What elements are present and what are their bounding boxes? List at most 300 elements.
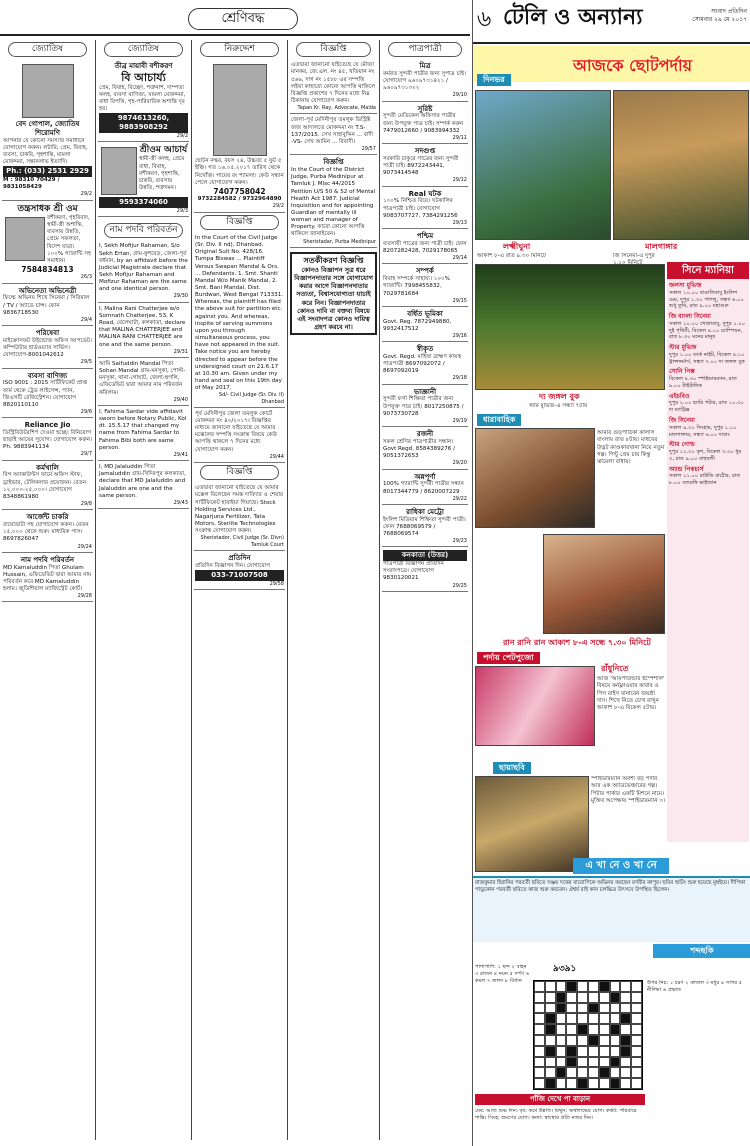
crossword-cell bbox=[534, 1024, 545, 1035]
crossword-cell bbox=[599, 1035, 610, 1046]
ad-ref: 29/18 bbox=[452, 375, 467, 382]
ad-ref: 29/2 bbox=[80, 191, 92, 198]
crossword-cell bbox=[620, 1024, 631, 1035]
crossword-cell bbox=[566, 1003, 577, 1014]
dateline bbox=[692, 8, 747, 25]
classified-ad bbox=[382, 428, 468, 469]
crossword-cell bbox=[577, 1035, 588, 1046]
ad-ref: Sheriotador, Civil Judge (Sr. Divn) Tamluk Court bbox=[200, 535, 284, 548]
crossword-cell bbox=[556, 1035, 567, 1046]
section-heading: বিজ্ঞপ্তি bbox=[200, 215, 279, 230]
ad-title: Reliance Jio bbox=[24, 421, 71, 430]
classified-ad bbox=[2, 60, 93, 200]
section-tag: পর্দায় পেটপুজো bbox=[477, 652, 540, 664]
ad-ref: 26/3 bbox=[80, 274, 92, 281]
crossword-cell bbox=[610, 1024, 621, 1035]
ad-ref: 29/30 bbox=[173, 293, 188, 300]
cooking-story: আজ 'আমপাউন্ডার ইস্পেশাল' বিষয়ে কর্নফ্লাওয়ার কাবাব ও পিস রাইস বানাবেন জয়শ্রী দাস। শিখে নিতে চোখ রাখুন আকাশ ৮-এ বিকেল ৫টায়। bbox=[597, 676, 665, 712]
ad-title: পরিষেবা bbox=[35, 329, 60, 338]
ad-body: MD Kamaluddin পিতা Ghulam Hussain, এফিডেভিট দ্বারা আমার নাম পরিবর্তন করে MD Kamaluddin হলাম। জুডিশিয়াল ম্যাজিস্ট্রেট কোর্ট। bbox=[3, 564, 92, 592]
crossword-grid bbox=[533, 980, 643, 1090]
crossword-cell bbox=[631, 1013, 642, 1024]
ad-title: মিত্র bbox=[419, 62, 431, 71]
crossword-cell bbox=[620, 1013, 631, 1024]
ad-ref: 29/14 bbox=[452, 255, 467, 262]
ad-body: স্বামী-স্ত্রী কলহ, প্রেমে বাধা, বিবাহ, বশীকরণ, গৃহশান্তি, চাকরি, ব্যবসায় উন্নতি, শত্রুদমন। bbox=[139, 156, 185, 191]
ad-phone: M : 98310 70429 / 9831058429 bbox=[3, 177, 60, 191]
ad-body: সকল শ্রেণির পাত্রপাত্রীর সন্ধান। Govt Regd. 8584389276 / 9051372653 bbox=[383, 438, 456, 460]
crossword-cell bbox=[577, 1057, 588, 1068]
ad-body: পাত্রপাত্রী বিজ্ঞাপন প্রতিদিন সংবাদপত্রে। যোগাযোগ 9830120021 bbox=[383, 561, 444, 582]
column-heading: নিরুদ্দেশ bbox=[200, 42, 279, 57]
ad-title: তীব্র মায়াবী বশীকরণ bbox=[114, 62, 173, 71]
crossword-cell bbox=[620, 1057, 631, 1068]
ad-title: বর্ধিত ভূমিকা bbox=[407, 309, 443, 318]
ad-title: বিজ্ঞপ্তি bbox=[323, 158, 344, 167]
channel-schedule: দুপুর ২.০০ হ্যারি পটার, রাত ১০.৩০ দ্য ম্যাট্রিক্স bbox=[669, 400, 744, 414]
tv-listing-panel bbox=[667, 262, 749, 842]
ad-title: রাধিকা মেট্রো bbox=[406, 507, 444, 516]
crossword-cell bbox=[566, 1067, 577, 1078]
crossword-cell bbox=[556, 1003, 567, 1014]
ad-ref: 29/2 bbox=[272, 203, 284, 210]
crossword-cell bbox=[534, 1078, 545, 1089]
classified-ad bbox=[382, 265, 468, 306]
crossword-clues-across: পাশাপাশি: ১ ছন্দ ২ বাহন ৩ রাজন ৪ নয়ন ৫ দর্পণ ৬ কমল ৭ জলদ ৮ বিধান bbox=[475, 964, 530, 984]
ad-body: In the Court of the District Judge, Purba Medinipur at Tamluk J. Misc 44/2015 Petition U/S 50 & 52 of Mental Health Act 1987. Judicial Inquisition and for appointing Guardian of mentally ill woman and manager of Property. কারো কোনো আপত্তি থাকিলে জানাইবেন। bbox=[291, 167, 376, 238]
ad-body: Govt. Regd. মাহিষ্য ব্রাহ্মণ কায়স্থ পাত্রপাত্রী 8697092072 / 8697092019 bbox=[383, 353, 462, 375]
crossword-cell bbox=[534, 1057, 545, 1068]
horoscope-heading: পাঁজি দেখে পা বাড়ান bbox=[475, 1094, 645, 1105]
ad-ref: 29/4 bbox=[80, 316, 92, 323]
crossword-cell bbox=[610, 992, 621, 1003]
classified-ad bbox=[290, 60, 377, 114]
serial-story: আমার গুড়পাঠিকা কালার্স বাংলায় রাত ৮টায়। মাধবের উদ্ভট কাণ্ডকারখানা নিয়ে নতুন গল্প। পিন্টু প্রেম চায় কিন্তু ঝামেলা বাধায়। bbox=[597, 430, 665, 466]
column-heading: বিজ্ঞপ্তি bbox=[296, 42, 371, 57]
crossword-cell bbox=[545, 1067, 556, 1078]
classified-ad bbox=[98, 407, 189, 461]
crossword-cell bbox=[599, 992, 610, 1003]
crossword-cell bbox=[556, 1024, 567, 1035]
ad-body: এতদ্বারা জানানো যাইতেছে যে আমার মক্কেল বিলেছেন সমস্ত দাবিদার ও শেয়ার সার্টিফিকেট হারাইয়া গিয়াছে। Stock Holding Services Ltd., Nagarjuna Fertilizer, Tata Motors, Sterlite Technologies সংক্রান্ত যোগাযোগ করুন। bbox=[195, 485, 284, 535]
ad-phone: 9732284582 / 9732964890 bbox=[197, 196, 282, 203]
ad-ref: 29/19 bbox=[452, 417, 467, 424]
crossword-cell bbox=[534, 1046, 545, 1057]
crossword-cell bbox=[588, 1078, 599, 1089]
ad-body: ১০০% নিশ্চিত বিয়ে। ঘটকালির পাত্রপাত্রী চাই। যোগাযোগ 9083707727, 7384291256 bbox=[383, 198, 458, 219]
ad-ref: 29/11 bbox=[452, 134, 467, 141]
crossword-cell bbox=[599, 1078, 610, 1089]
crossword-cell bbox=[577, 1078, 588, 1089]
crossword-cell bbox=[631, 1035, 642, 1046]
crossword-cell bbox=[577, 1046, 588, 1057]
channel-schedule: সকাল ১০.০০ খোকাবাবু, দুপুর ১.০০ দুই পৃথিবী, বিকেল ৪.০০ চ্যাম্পিয়ন, রাত ৮.৩০ মনের মানুষ bbox=[669, 320, 746, 341]
classified-ad bbox=[2, 285, 93, 326]
crossword-cell bbox=[577, 1024, 588, 1035]
crossword-cell bbox=[631, 981, 642, 992]
horoscope-text: মেষ: আজ শুভ দিন। বৃষ: কর্মে উন্নতি। মিথুন: অর্থলাভের যোগ। কর্কট: পরিবারে শান্তি। সিংহ: ভ্রমণের যোগ। কন্যা: স্বাস্থ্যের প্রতি নজর দিন। bbox=[475, 1108, 637, 1121]
crossword-cell bbox=[577, 1013, 588, 1024]
classified-ad bbox=[194, 552, 285, 590]
crossword-cell bbox=[620, 1035, 631, 1046]
serial-photo bbox=[475, 428, 595, 528]
crossword-cell bbox=[631, 1024, 642, 1035]
crossword-cell bbox=[610, 1003, 621, 1014]
classified-ad bbox=[382, 386, 468, 427]
classified-ad bbox=[2, 511, 93, 552]
classified-ad bbox=[382, 230, 468, 264]
crossword-cell bbox=[631, 1003, 642, 1014]
ad-ref: 29/5 bbox=[80, 359, 92, 366]
ad-ref: 29/22 bbox=[452, 495, 467, 502]
ad-ref: Tapan Kr. Ray, Advocate, Malda bbox=[297, 105, 376, 112]
classified-ad bbox=[194, 483, 285, 551]
ad-body: I, Sekh Mofijur Rahaman, S/o Sekh Ertan, গ্রাম-কুশবেড়, জেলা-পূর্ব বর্ধমান, by an affidavit before the Judicial Magistrate declare that Sekh Mofijur Rahaman and Mofizur Rahaman are the same and one identical person. bbox=[99, 243, 188, 293]
crossword-number: ৯৩৯১ bbox=[553, 964, 577, 974]
classified-ad bbox=[290, 156, 377, 248]
crossword-cell bbox=[577, 981, 588, 992]
ad-body: বিগ অ্যাকাউন্টস ফার্মে অফিস স্টাফ, ড্রাইভার, টেলিকলার প্রয়োজন। বেতন ১২,০০০-২৫,০০০। যোগাযোগ 8348861980 bbox=[3, 472, 87, 500]
crossword-cell bbox=[556, 1046, 567, 1057]
ad-phone: Ph.: (033) 2531 2929 bbox=[3, 166, 92, 177]
show-time: আকাশ ৮-এ রাত ৯.৩০ মিনিটে bbox=[477, 253, 546, 259]
crossword-cell bbox=[534, 1013, 545, 1024]
classified-ad bbox=[2, 202, 93, 284]
crossword-cell bbox=[556, 981, 567, 992]
crossword-cell bbox=[599, 1003, 610, 1014]
ad-title: সুরিষ্ট bbox=[417, 104, 433, 113]
classified-ad bbox=[194, 60, 285, 212]
tele-section bbox=[472, 0, 750, 1146]
crossword-cell bbox=[588, 1003, 599, 1014]
column-heading: জ্যোতিষ bbox=[8, 42, 87, 57]
ad-body: এতদ্বারা জানানো যাইতেছে যে মৌজা মানকর, জে.এল. নং ৪৫, খতিয়ান নং ৫৬৬, দাগ নং ১৫৮৮ এর সম্পত্তি লইয়া কাহারো কোনো আপত্তি থাকিলে বিজ্ঞপ্তি প্রকাশের ৭ দিনের মধ্যে নিম্ন ঠিকানায় যোগাযোগ করুন। bbox=[291, 62, 376, 105]
ad-ref: 29/12 bbox=[452, 177, 467, 184]
ad-title: Real ঘটক bbox=[408, 189, 442, 198]
classified-ad bbox=[98, 359, 189, 406]
ad-body: In the Court of the Civil Judge (Sr. Div. II nd), Dhanbad. Original Suit No. 428/16. Tumpa Biswas ... Plaintiff Versus Swapan Mandal & Ors. ... Defendants. 1. Smt. Shanti Mandal W/o Manik Mandal, 2. Smt. Bani Mandal, Dist. Burdwan, West Bengal 713331. Whereas, the plaintiff has filed the above suit for partition etc. against you. And whereas, inspite of serving summons upon you through simultaneous process, you have not appeared in the suit. Take notice you are hereby directed to appear before the undersigned court on 21.6.17 at 10.30 am. Given under my hand and seal on this 19th day of May 2017. bbox=[195, 234, 284, 392]
serial-title: রান রানি রান আকাশ ৮-এ সন্ধে ৭.৩০ মিনিটে bbox=[503, 638, 651, 647]
ad-ref: 29/40 bbox=[173, 396, 188, 403]
crossword-cell bbox=[534, 981, 545, 992]
ad-body: ISO 9001 : 2015 সার্টিফিকেট প্রাপ্ত ফার্ম থেকে ট্রেড লাইসেন্স, প্যান, জিএসটি রেজিস্ট্রেশন। যোগাযোগ 8820110110 bbox=[3, 380, 88, 408]
crossword-heading: শব্দছকি bbox=[653, 944, 750, 958]
classified-ad bbox=[98, 304, 189, 358]
crossword-cell bbox=[556, 992, 567, 1003]
ad-body: কোনও বিজ্ঞাপন সুত্র ধরে বিজ্ঞাপনদাতার সঙ্গে যোগাযোগ করার আগে বিজ্ঞাপনদাতার সত্যতা, বিশ্বাসযোগ্যতা যাচাই করে নিন। বিজ্ঞাপনদাতার কোনও দাবি বা বক্তব্য বিষয়ে এই সংবাদপত্র কোনও দায়িত্ব গ্রহণ করবে না। bbox=[294, 265, 373, 332]
ad-ref: 29/24 bbox=[77, 543, 92, 550]
classified-ad bbox=[382, 506, 468, 547]
ad-title: ভাজ্ঞানী bbox=[413, 387, 437, 396]
ad-body: সুন্দরী ফর্সা শিক্ষিতা পাত্রীর জন্য উপযুক্ত পাত্র চাই। 8017250875 / 9073730728 bbox=[383, 396, 464, 417]
channel-name: স্টার গোল্ড bbox=[669, 441, 695, 449]
cooking-photo bbox=[475, 666, 595, 746]
show-title: লক্ষ্মীঘুনা bbox=[503, 242, 531, 251]
classified-ad bbox=[2, 419, 93, 460]
crossword-cell bbox=[610, 1013, 621, 1024]
crossword-cell bbox=[566, 1046, 577, 1057]
column-heading: পাত্রপাত্রী bbox=[388, 42, 462, 57]
classifieds-header bbox=[0, 0, 470, 36]
listing-heading: সিনে ম্যানিয়া bbox=[667, 262, 749, 279]
crossword-cell bbox=[631, 992, 642, 1003]
show-photo bbox=[475, 90, 611, 240]
film-photo bbox=[475, 776, 589, 872]
tele-header bbox=[473, 0, 750, 44]
section-tag: দিনভর bbox=[477, 74, 511, 86]
show-title: মালগাঙ্গার bbox=[645, 242, 678, 251]
crossword-cell bbox=[566, 1078, 577, 1089]
ad-body: বায়োডাটা সহ যোগাযোগ করুন। বেতন ১৫,০০০ থেকে শুরু। মাধ্যমিক পাস। 8697826047 bbox=[3, 522, 89, 543]
section-tag: ছায়াছবি bbox=[493, 762, 531, 774]
ad-ref: 29/20 bbox=[452, 460, 467, 467]
ad-ref: 29/31 bbox=[173, 348, 188, 355]
column-5 bbox=[380, 40, 470, 1140]
ad-ref: 29/15 bbox=[452, 297, 467, 304]
ad-title: অভিনেতা অভিনেত্রী bbox=[18, 286, 77, 295]
ad-phone: 9593374060 bbox=[99, 197, 188, 208]
channel-name: স্টার মুভিজ bbox=[669, 344, 697, 352]
ad-title: আর্জেন্ট চাকরি bbox=[26, 513, 69, 522]
ad-title: সতর্কীকরণ বিজ্ঞপ্তি bbox=[303, 255, 364, 265]
ad-title: নাম পদবি পরিবর্তন bbox=[20, 555, 75, 564]
advertiser-photo bbox=[5, 217, 45, 261]
classified-ad bbox=[98, 462, 189, 509]
ad-title: প্রতিদিন bbox=[228, 553, 251, 562]
crossword-cell bbox=[566, 981, 577, 992]
ad-title: সদগুপ্ত bbox=[414, 147, 436, 156]
crossword-cell bbox=[534, 1035, 545, 1046]
ad-body: I, Fahima Sardar vide affidavit sworn before Notary Public, Kol dt. 15.5.17 that changed my name from Fahima Sardar to Fahima Bibi both are same person. bbox=[99, 408, 187, 451]
crossword-cell bbox=[545, 992, 556, 1003]
channel-name: জি বাংলা সিনেমা bbox=[669, 313, 711, 321]
cooking-title: রাঁধুনিতে bbox=[601, 664, 629, 673]
news-heading: এ খা নে ও খা নে bbox=[573, 858, 669, 874]
classified-ad bbox=[290, 115, 377, 155]
classified-ad bbox=[382, 145, 468, 186]
ad-title: অন্নপূর্ণা bbox=[414, 472, 436, 481]
serial-photo bbox=[543, 534, 665, 634]
ad-ref: 29/57 bbox=[361, 146, 376, 153]
channel-schedule: সকাল ৯.৩০ সিংহাম, দুপুর ১.১০ মালগাঙ্গার, সন্ধ্যা ৬.০০ দাবাং bbox=[669, 424, 737, 438]
film-title: দ্য জঙ্গল বুক bbox=[539, 392, 580, 401]
ad-body: মাইক্রোসফট উইন্ডোজ অফিস আপডেট। কম্পিউটার হার্ডওয়্যার সার্ভিস। যোগাযোগ-8001042612 bbox=[3, 337, 92, 359]
ad-phone: 9874613260, 9883908292 bbox=[99, 113, 188, 133]
show-time: জি সিনেমা-এ দুপুর bbox=[613, 253, 655, 259]
classified-ad bbox=[194, 409, 285, 463]
ad-title: স্বীকৃত bbox=[416, 345, 434, 354]
classified-ad bbox=[382, 60, 468, 101]
ad-ref: 29/8 bbox=[80, 501, 92, 508]
ad-ref: Sd/- Civil Judge (Sr. Div. II) Dhanbad bbox=[218, 392, 284, 405]
classified-ad bbox=[98, 241, 189, 302]
crossword-cell bbox=[545, 1003, 556, 1014]
ad-ref: 29/10 bbox=[452, 92, 467, 99]
crossword-cell bbox=[545, 981, 556, 992]
news-panel bbox=[473, 876, 750, 942]
column-1 bbox=[0, 40, 96, 1140]
classified-ad bbox=[382, 471, 468, 505]
crossword-cell bbox=[545, 1057, 556, 1068]
crossword-cell bbox=[577, 992, 588, 1003]
crossword-cell bbox=[631, 1067, 642, 1078]
crossword-cell bbox=[588, 992, 599, 1003]
classified-ad bbox=[382, 548, 468, 591]
film-time: স্টার মুভিজ-এ সন্ধ্যা ৭টায় bbox=[529, 403, 588, 409]
classified-ad bbox=[98, 60, 189, 142]
crossword-cell bbox=[610, 1078, 621, 1089]
classified-ad bbox=[98, 143, 189, 217]
crossword-cell bbox=[566, 1024, 577, 1035]
section-heading: নাম পদবি পরিবর্তন bbox=[104, 223, 183, 238]
crossword-cell bbox=[631, 1057, 642, 1068]
channel-schedule: বিকেল ৪.৩০ স্পাইডারম্যান, রাত ৯.০০ টাইটানিক bbox=[669, 376, 737, 389]
ad-ref: 29/41 bbox=[173, 451, 188, 458]
channel-schedule: সকাল ১১.০০ রাউডি রাঠৌর, রাত ৮.০০ বজরঙ্গি ভাইজান bbox=[669, 473, 741, 487]
crossword-cell bbox=[556, 1057, 567, 1068]
crossword-cell bbox=[577, 1003, 588, 1014]
ad-ref: 29/23 bbox=[452, 538, 467, 545]
crossword-cell bbox=[566, 1035, 577, 1046]
advertiser-photo bbox=[22, 64, 74, 118]
classified-ad bbox=[382, 308, 468, 342]
crossword-clues-down: উপর নিচ: ১ চরণ ২ কাজল ৩ মধুর ৪ সাগর ৫ নীলিমা ৬ প্রভাত bbox=[647, 980, 743, 993]
classified-ad bbox=[2, 462, 93, 511]
ad-title: তন্ত্রসাধক শ্রী ওম bbox=[17, 203, 78, 214]
classified-ad bbox=[382, 188, 468, 229]
crossword-cell bbox=[588, 1067, 599, 1078]
classified-ad bbox=[382, 103, 468, 144]
ad-phone: 033-71007508 bbox=[195, 570, 284, 581]
advertiser-photo bbox=[101, 147, 137, 195]
today-banner bbox=[473, 46, 750, 82]
crossword-cell bbox=[556, 1013, 567, 1024]
crossword-cell bbox=[545, 1046, 556, 1057]
column-heading: জ্যোতিষ bbox=[104, 42, 183, 57]
ad-body: 100% গ্যারান্টি সুন্দরী পাত্রীর সন্ধান 8017344779 / 8620007229 bbox=[383, 481, 464, 495]
section-heading: বিজ্ঞপ্তি bbox=[200, 465, 279, 480]
ad-body: জেলা-পূর্ব মেদিনীপুর তমলুক ডিস্ট্রিক্ট জজ আদালতে মোকদ্দমা নং T.S-137/2015. সেখ সাহাবুদ্দিন ... বাদী -VS- সেখ আমিন ... বিবাদী। bbox=[291, 117, 374, 145]
classified-ad bbox=[2, 327, 93, 368]
ad-body: পূর্ব মেদিনীপুর জেলা তমলুক কোর্টে মোকদ্দমা নং ৪০/২০১৭। বিজ্ঞপ্তির মাধ্যমে জানানো যাইতেছে যে আমার মক্কেলের সম্পত্তি সংক্রান্ত বিষয়ে কেউ আপত্তি থাকলে ৭ দিনের মধ্যে যোগাযোগ করুন। bbox=[195, 410, 277, 453]
page-number: ৬ bbox=[477, 7, 492, 32]
channel-name: অ্যান্ড পিকচার্স bbox=[669, 465, 704, 473]
crossword-cell bbox=[545, 1035, 556, 1046]
ad-body: প্রতিদিন বিজ্ঞাপন দিন। যোগাযোগ bbox=[195, 562, 271, 569]
crossword-section bbox=[473, 960, 750, 1146]
ad-title: শ্রীওম আচার্য bbox=[139, 145, 188, 156]
crossword-cell bbox=[545, 1024, 556, 1035]
missing-person-photo bbox=[213, 64, 267, 156]
channel-schedule: দুপুর ১.০০ ডার্ক নাইট, বিকেল ৪.১০ ট্রান্সফর্মার্স, সন্ধ্যা ৭.০০ দ্য জঙ্গল বুক bbox=[669, 351, 745, 365]
warning-notice bbox=[290, 252, 377, 336]
ad-body: প্রেম, বিবাহ, বিচ্ছেদ, শত্রুনাশ, দাম্পত্য কলহ, ব্যবসা বাণিজ্য, মামলা মোকদ্দমা, বাধা বিপত্তি, গৃহ-পারিবারিক অশান্তি দূর হয়। bbox=[99, 84, 186, 113]
channel-name: সোনি পিক্স bbox=[669, 368, 695, 376]
news-story: রাজকুমার হিরানির পরবর্তী ছবিতে সঞ্জয় দত্তের বায়োপিকে অভিনয় করছেন রণবীর কাপুর। ছবির শুটিং শুরু হয়েছে মুম্বইয়ে। দীপিকা পাড়ুকোন পরবর্তী ছবিতে কাজ শুরু করবেন। ঐশ্বর্য রাই কান চলচ্চিত্র উৎসবে উপস্থিত ছিলেন। bbox=[475, 880, 746, 893]
section-tag: ধারাবাহিক bbox=[477, 414, 521, 426]
crossword-cell bbox=[566, 1013, 577, 1024]
crossword-cell bbox=[588, 1057, 599, 1068]
crossword-cell bbox=[556, 1078, 567, 1089]
crossword-cell bbox=[631, 1078, 642, 1089]
column-2 bbox=[96, 40, 192, 1140]
ad-title: রজনী bbox=[416, 430, 434, 439]
channel-name: এইচবিও bbox=[669, 392, 690, 400]
paper-name: সংবাদ প্রতিদিন bbox=[711, 8, 747, 15]
ad-body: আপনার যে কোনো সমস্যার সমাধানে যোগাযোগ করুন। লটারি, প্রেম, বিবাহ, ব্যবসা, চাকরি, গৃহশান্তি, মামলা মোকদ্দমা, সন্তানলাভ ইত্যাদি। bbox=[3, 137, 88, 166]
crossword-cell bbox=[588, 1024, 599, 1035]
film-story: স্পাইডারম্যান অবশ্য বড় পর্দার আর এক অ্যাডভেঞ্চারের গল্প। পিটার পার্কার একটি মিশনে নামে। মুক্তির অপেক্ষায় স্পাইডারম্যান ৩। bbox=[591, 776, 665, 804]
ad-body: ইংলিশ মিডিয়াম শিক্ষিতা সুন্দরী পাত্রী। ফোন 7688069579 / 7688069574 bbox=[383, 516, 466, 537]
crossword-cell bbox=[566, 992, 577, 1003]
crossword-cell bbox=[599, 1013, 610, 1024]
crossword-cell bbox=[631, 1046, 642, 1057]
channel-schedule: দুপুর ১২.৩০ কৃশ, বিকেল ৩.৩০ ধুম ৩, রাত ৯.০০ বাহুবলী bbox=[669, 449, 742, 462]
crossword-cell bbox=[566, 1057, 577, 1068]
channel-schedule: সকাল ১০.০০ বাঙালিবাবু ইংলিশ মেম, দুপুর ১.৩০ পাগলু, সন্ধ্যা ৬.০০ শুধু তুমি, রাত ৯.০০ মহাগুরু bbox=[669, 289, 744, 310]
ad-body: সরকারি চাকুরে পাত্রের জন্য সুন্দরী পাত্রী চাই। 8972243441, 9073414548 bbox=[383, 155, 459, 177]
ad-body: ব্যবসায়ী পাত্রের জন্য পাত্রী চাই। ফোন 8207282428, 7029178065 bbox=[383, 240, 467, 255]
crossword-cell bbox=[577, 1067, 588, 1078]
ad-body: বিবাহ সম্পর্কে সাহায্য। ১০০% গ্যারান্টি। 7998455832, 7029781684 bbox=[383, 276, 451, 297]
channel-name: জি সিনেমা bbox=[669, 416, 695, 424]
classified-ad bbox=[194, 233, 285, 408]
banner-text: আজকে ছোটপর্দায় bbox=[573, 56, 693, 75]
column-4 bbox=[288, 40, 380, 1140]
crossword-cell bbox=[610, 1067, 621, 1078]
ad-ref: 29/6 bbox=[80, 408, 92, 415]
ad-ref: 29/25 bbox=[452, 582, 467, 589]
crossword-cell bbox=[588, 981, 599, 992]
crossword-cell bbox=[620, 1067, 631, 1078]
crossword-cell bbox=[556, 1067, 567, 1078]
ad-ref: Sheristadar, Purba Medinipur bbox=[303, 238, 376, 245]
column-3 bbox=[192, 40, 288, 1140]
crossword-cell bbox=[610, 1035, 621, 1046]
show-photo bbox=[613, 90, 749, 240]
crossword-cell bbox=[620, 992, 631, 1003]
ad-title: কর্মখালি bbox=[36, 463, 59, 472]
ad-ref: 29/2 bbox=[176, 132, 188, 139]
ad-body: বশীকরণ, গৃহবিবাদ, স্বামী-স্ত্রী অশান্তি, ব্যবসায় উন্নতি, প্রেমে সফলতা, বিদেশ যাত্রা। ১০০% গ্যারান্টি সহ সমাধান। bbox=[47, 214, 92, 264]
section-title: টেলি ও অন্যান্য bbox=[503, 4, 643, 30]
ad-ref: 29/43 bbox=[173, 499, 188, 506]
crossword-cell bbox=[610, 981, 621, 992]
crossword-cell bbox=[545, 1013, 556, 1024]
ad-title: বেদ গোপাল, জ্যোতিষ শিরোমণি bbox=[15, 120, 80, 137]
crossword-cell bbox=[620, 1078, 631, 1089]
crossword-cell bbox=[534, 1003, 545, 1014]
ad-headline: বি আচার্য্য bbox=[121, 71, 166, 84]
issue-date: সোমবার ২৯ মে ২০১৭ bbox=[692, 16, 747, 24]
ad-ref: 29/44 bbox=[269, 453, 284, 460]
crossword-cell bbox=[599, 981, 610, 992]
crossword-cell bbox=[534, 1067, 545, 1078]
ad-title: ব্যবসা বাণিজ্য bbox=[27, 371, 68, 380]
ad-body: কর্মরত সুন্দরী পাত্রীর জন্য সুপাত্র চাই। যোগাযোগ ৯৬০৯৭৩১৪২১ / ৯৬০৯৭৩১৩২২ bbox=[383, 71, 466, 92]
ad-ref: 29/3 bbox=[176, 207, 188, 214]
ad-title: কনকাতা (উত্তর) bbox=[383, 550, 467, 561]
crossword-cell bbox=[545, 1078, 556, 1089]
channel-name: জলসা মুভিজ bbox=[669, 282, 702, 289]
crossword-cell bbox=[588, 1035, 599, 1046]
ad-body: I, Malina Rani Chatterjee w/o Somnath Chatterjee, 53, K Road, বেলেঘাটা, কলকাতা, declare that MALINA CHATTERJEE and MALINA RANI CHATTERJEE are one and the same person. bbox=[99, 305, 186, 348]
ad-ref: 29/13 bbox=[452, 219, 467, 226]
ad-title: সম্পর্ক bbox=[416, 267, 434, 276]
classified-ad bbox=[2, 370, 93, 419]
classifieds-title: শ্রেণিবদ্ধ bbox=[188, 8, 298, 30]
ad-phone: 7407758042 bbox=[213, 186, 266, 196]
